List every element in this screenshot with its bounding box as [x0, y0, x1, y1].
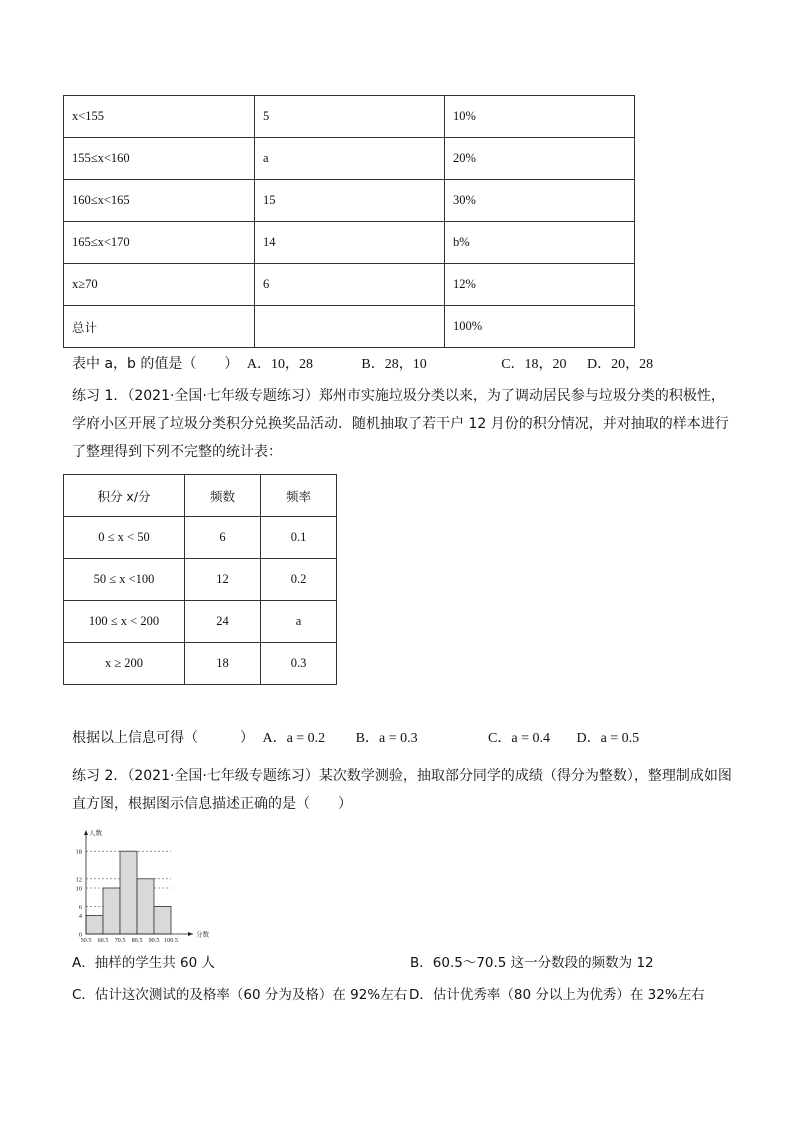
- table-cell: 6: [185, 517, 261, 559]
- option-c: C．18，20: [501, 357, 567, 372]
- exercise-1-question: [72, 728, 639, 749]
- exercise-1-stem: 根据以上信息可得（ ）: [72, 730, 254, 746]
- ex1-option-b: B．a = 0.3: [355, 731, 418, 746]
- table-cell: 30%: [445, 180, 635, 222]
- table-cell: 5: [255, 96, 445, 138]
- table-cell: 18: [185, 643, 261, 685]
- table-cell: 0.1: [261, 517, 337, 559]
- y-tick-label: 12: [75, 876, 82, 884]
- ex1-option-c: C．a = 0.4: [488, 731, 550, 746]
- ex2-option-d: D．估计优秀率（80 分以上为优秀）在 32%左右: [409, 987, 705, 1003]
- table-header-row: [64, 475, 337, 517]
- table-cell: a: [255, 138, 445, 180]
- table-cell: 0.2: [261, 559, 337, 601]
- x-tick-label: 100.5: [164, 937, 178, 944]
- option-d: D．20，28: [587, 357, 654, 372]
- ex2-option-a: A．抽样的学生共 60 人: [72, 955, 215, 971]
- table-cell: a: [261, 601, 337, 643]
- ex1-option-a: A．a = 0.2: [262, 731, 326, 746]
- table-cell: 总计: [64, 306, 255, 348]
- x-tick-label: 50.5: [80, 937, 92, 944]
- table-cell: 14: [255, 222, 445, 264]
- table-header-cell: 频率: [261, 475, 337, 517]
- y-axis-label: 人数: [89, 830, 102, 837]
- table-cell: b%: [445, 222, 635, 264]
- table-row: [64, 138, 635, 180]
- height-frequency-table: [63, 95, 635, 348]
- question-stem: 表中 a，b 的值是（ ）: [72, 356, 239, 372]
- y-axis-arrow: [84, 830, 88, 835]
- points-frequency-table: [63, 474, 337, 685]
- table-cell: 165≤x<170: [64, 222, 255, 264]
- table-cell: 20%: [445, 138, 635, 180]
- table-cell: 0 ≤ x < 50: [64, 517, 185, 559]
- table-cell: 160≤x<165: [64, 180, 255, 222]
- table-row: [64, 517, 337, 559]
- x-axis-arrow: [188, 932, 193, 936]
- table-cell: 10%: [445, 96, 635, 138]
- table-header-cell: 积分 x/分: [64, 475, 185, 517]
- histogram-bar: [103, 888, 120, 934]
- histogram-bar: [120, 851, 137, 934]
- option-b: B．28，10: [361, 357, 427, 372]
- table-row: [64, 264, 635, 306]
- x-tick-label: 90.5: [148, 937, 160, 944]
- x-axis-label: 分数: [196, 931, 209, 939]
- x-tick-label: 80.5: [131, 937, 143, 944]
- table-row: [64, 222, 635, 264]
- table-row: [64, 180, 635, 222]
- table-cell: 12: [185, 559, 261, 601]
- table-row: [64, 559, 337, 601]
- ex2-option-c: C．估计这次测试的及格率（60 分为及格）在 92%左右: [72, 987, 408, 1003]
- exercise-2-text: 练习 2．（2021·全国·七年级专题练习）某次数学测验，抽取部分同学的成绩（得分为整数），整理制成如图直方图，根据图示信息描述正确的是（ ）: [72, 768, 732, 812]
- y-tick-label: 6: [78, 903, 82, 911]
- x-tick-label: 60.5: [97, 937, 109, 944]
- table-cell: 50 ≤ x <100: [64, 559, 185, 601]
- ex1-option-d: D．a = 0.5: [576, 731, 640, 746]
- table-cell: x ≥ 200: [64, 643, 185, 685]
- y-tick-label: 18: [75, 848, 82, 856]
- option-a: A．10，28: [246, 357, 313, 372]
- y-tick-label: 0: [78, 931, 82, 939]
- table-cell: 100 ≤ x < 200: [64, 601, 185, 643]
- table-cell: 100%: [445, 306, 635, 348]
- ex2-option-b: B．60.5～70.5 这一分数段的频数为 12: [410, 955, 654, 971]
- table-cell: 24: [185, 601, 261, 643]
- table-cell: [255, 306, 445, 348]
- table-row: [64, 306, 635, 348]
- table-row: [64, 601, 337, 643]
- table-cell: x≥70: [64, 264, 255, 306]
- table-cell: 15: [255, 180, 445, 222]
- table-cell: 12%: [445, 264, 635, 306]
- score-histogram: [60, 828, 240, 944]
- histogram-bar: [154, 906, 171, 934]
- question-line: [72, 354, 653, 375]
- y-tick-label: 10: [75, 885, 82, 893]
- table-cell: x<155: [64, 96, 255, 138]
- table-cell: 155≤x<160: [64, 138, 255, 180]
- histogram-bar: [137, 879, 154, 934]
- table-cell: 0.3: [261, 643, 337, 685]
- table-row: [64, 643, 337, 685]
- table-cell: 6: [255, 264, 445, 306]
- table-row: [64, 96, 635, 138]
- table-header-cell: 频数: [185, 475, 261, 517]
- x-tick-label: 70.5: [114, 937, 126, 944]
- histogram-bar: [86, 916, 103, 934]
- exercise-1-text: 练习 1．（2021·全国·七年级专题练习）郑州市实施垃圾分类以来，为了调动居民参与垃圾分类的积极性，学府小区开展了垃圾分类积分兑换奖品活动．随机抽取了若干户 12 月份的积分情况，并对抽取的样本进行了整理得到下列不完整的统计表：: [72, 388, 729, 460]
- y-tick-label: 4: [78, 913, 82, 921]
